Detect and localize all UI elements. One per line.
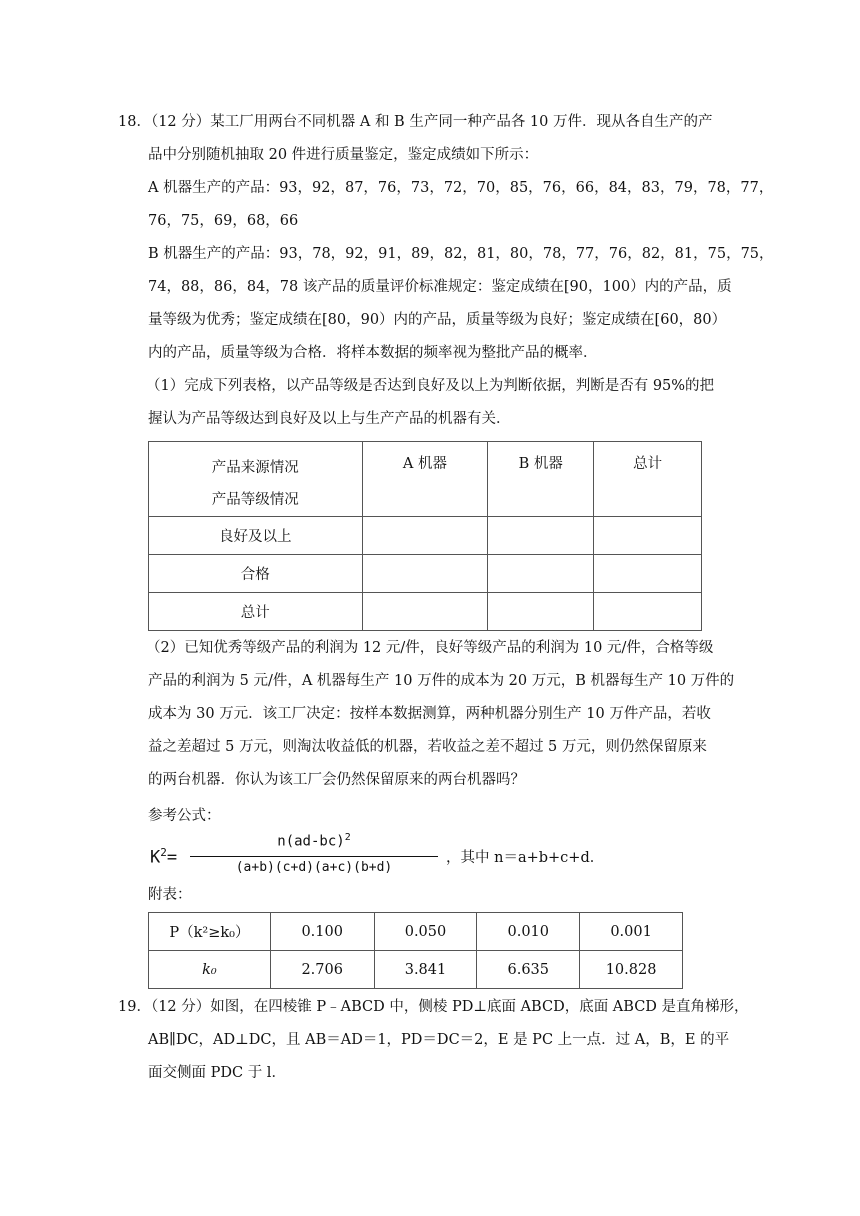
table-cell: [594, 555, 702, 593]
q18-line-8: 内的产品，质量等级为合格．将样本数据的频率视为整批产品的概率．: [148, 345, 598, 361]
formula-denominator: (a+b)(c+d)(a+c)(b+d): [235, 860, 393, 875]
formula-k-exponent: 2: [160, 846, 167, 859]
q19-line-3: 面交侧面 PDC 于 l．: [148, 1065, 286, 1081]
corner-bottom-label: 产品等级情况: [211, 492, 299, 508]
k0-value: 3.841: [374, 951, 477, 989]
col-header-total: 总计: [594, 442, 702, 517]
table-corner-cell: [149, 442, 363, 517]
formula-where-clause: ，其中 n＝a+b+c+d．: [446, 850, 605, 866]
prob-value: 0.050: [374, 913, 477, 951]
q18-part1-line-2: 握认为产品等级达到良好及以上与生产产品的机器有关．: [148, 411, 511, 427]
q18-line-1: 18．（12 分）某工厂用两台不同机器 A 和 B 生产同一种产品各 10 万件．现从各自生产的产: [118, 114, 713, 130]
k0-value: 2.706: [270, 951, 374, 989]
table-cell: [488, 555, 594, 593]
formula-numerator: [198, 832, 430, 850]
q18-line-2: 品中分别随机抽取 20 件进行质量鉴定，鉴定成绩如下所示：: [148, 147, 539, 163]
table-cell: [488, 593, 594, 631]
q18-line-5: B 机器生产的产品：93，78，92，91，89，82，81，80，78，77，76，82，81，75，75，: [148, 246, 774, 262]
table-cell: [362, 593, 488, 631]
reference-formula-label: 参考公式：: [148, 808, 221, 824]
q18-line-6: 74，88，86，84，78 该产品的质量评价标准规定：鉴定成绩在[90，100）内的产品，质: [148, 279, 732, 295]
prob-value: 0.100: [270, 913, 374, 951]
q18-line-7: 量等级为优秀；鉴定成绩在[80，90）内的产品，质量等级为良好；鉴定成绩在[60，80）: [148, 312, 727, 328]
table-cell: [594, 517, 702, 555]
critical-value-table: [148, 912, 683, 989]
q19-line-1: 19．（12 分）如图，在四棱锥 P﹣ABCD 中，侧棱 PD⊥底面 ABCD，底面 ABCD 是直角梯形，: [118, 999, 749, 1015]
q18-part2-line-1: （2）已知优秀等级产品的利润为 12 元/件，良好等级产品的利润为 10 元/件，合格等级: [146, 640, 714, 656]
contingency-table: [148, 441, 702, 631]
prob-header-label: P（k²≥k₀）: [149, 913, 271, 951]
table-cell: [362, 555, 488, 593]
k0-value: 6.635: [477, 951, 580, 989]
table-cell: [488, 517, 594, 555]
row-label-good: 良好及以上: [149, 517, 363, 555]
formula-fraction-bar: [190, 856, 438, 857]
q18-line-4: 76，75，69，68，66: [148, 213, 299, 229]
q18-part2-line-4: 益之差超过 5 万元，则淘汰收益低的机器，若收益之差不超过 5 万元，则仍然保留原来: [148, 739, 707, 755]
row-label-pass: 合格: [149, 555, 363, 593]
formula-equals: =: [166, 847, 178, 868]
row-label-total: 总计: [149, 593, 363, 631]
table-cell: [594, 593, 702, 631]
formula-numerator-text: n(ad-bc): [277, 833, 345, 850]
q18-part2-line-3: 成本为 30 万元．该工厂决定：按样本数据测算，两种机器分别生产 10 万件产品，若收: [148, 706, 711, 722]
k0-row-label: k₀: [149, 951, 271, 989]
formula-k: K: [150, 847, 161, 868]
q18-line-3: A 机器生产的产品：93，92，87，76，73，72，70，85，76，66，84，83，79，78，77，: [148, 180, 774, 196]
appendix-label: 附表：: [148, 887, 192, 903]
corner-top-label: 产品来源情况: [211, 460, 299, 476]
prob-value: 0.001: [580, 913, 683, 951]
q18-part2-line-5: 的两台机器．你认为该工厂会仍然保留原来的两台机器吗？: [148, 772, 525, 788]
k0-value: 10.828: [580, 951, 683, 989]
col-header-a: A 机器: [362, 442, 488, 517]
col-header-b: B 机器: [488, 442, 594, 517]
q18-part2-line-2: 产品的利润为 5 元/件，A 机器每生产 10 万件的成本为 20 万元，B 机器每生产 10 万件的: [148, 673, 735, 689]
q19-line-2: AB∥DC，AD⊥DC，且 AB＝AD＝1，PD＝DC＝2，E 是 PC 上一点．过 A，B，E 的平: [148, 1032, 730, 1048]
formula-numerator-exponent: 2: [344, 832, 351, 843]
formula-lhs: [150, 846, 177, 868]
prob-value: 0.010: [477, 913, 580, 951]
q18-part1-line-1: （1）完成下列表格，以产品等级是否达到良好及以上为判断依据，判断是否有 95%的把: [146, 378, 715, 394]
table-cell: [362, 517, 488, 555]
